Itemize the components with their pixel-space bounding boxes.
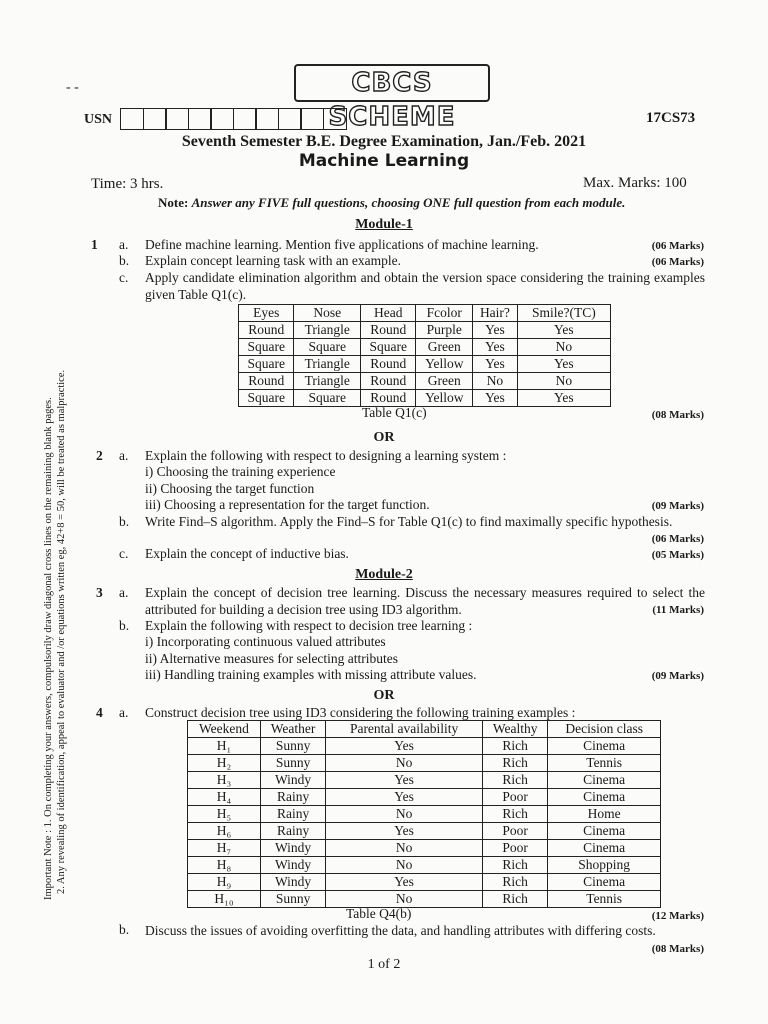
- q1b-label: b.: [119, 253, 130, 268]
- module-1-heading: Module-1: [355, 217, 413, 232]
- q3a-label: a.: [119, 585, 129, 600]
- table-q4b-header-cell: Weather: [260, 721, 325, 738]
- table-q4b-header-cell: Decision class: [548, 721, 661, 738]
- table-q1c-cell: Square: [294, 339, 361, 356]
- table-q4b-cell: Poor: [482, 840, 547, 857]
- table-q1c-caption: Table Q1(c): [362, 405, 427, 420]
- table-q4b-cell: Poor: [482, 789, 547, 806]
- q1c-label: c.: [119, 270, 129, 285]
- table-row: [188, 789, 661, 806]
- table-q1c-header-cell: Nose: [294, 305, 361, 322]
- table-q1c-cell: Square: [239, 339, 294, 356]
- table-q4b-cell: Windy: [260, 857, 325, 874]
- q1b-text: Explain concept learning task with an example.: [145, 253, 402, 268]
- table-q1c: [238, 304, 611, 407]
- q2b-text: Write Find–S algorithm. Apply the Find–S for Table Q1(c) to find maximally specific hypothesis.: [145, 514, 673, 529]
- q3a-text: Explain the concept of decision tree learning. Discuss the necessary measures required to select the attributed for building a decision tree using ID3 algorithm.: [145, 585, 705, 617]
- time-allowed: Time: 3 hrs.: [91, 176, 164, 192]
- table-row: [188, 857, 661, 874]
- table-q1c-header-cell: Fcolor: [416, 305, 473, 322]
- q2c-text: Explain the concept of inductive bias.: [145, 546, 349, 561]
- table-q1c-cell: Yes: [473, 356, 518, 373]
- table-q1c-cell: Round: [361, 373, 416, 390]
- q2b-label: b.: [119, 514, 130, 529]
- table-q1c-cell: Yellow: [416, 390, 473, 407]
- question-number-3: 3: [96, 585, 103, 600]
- table-row: [239, 390, 611, 407]
- subject-title: Machine Learning: [298, 151, 470, 171]
- usn-digit-box[interactable]: [143, 108, 167, 130]
- q2b-marks: (06 Marks): [651, 533, 704, 545]
- q2c-label: c.: [119, 546, 129, 561]
- table-q4b-header: [188, 721, 661, 738]
- usn-digit-box[interactable]: [188, 108, 212, 130]
- table-q1c-cell: Square: [239, 390, 294, 407]
- table-q4b-cell: Yes: [326, 738, 483, 755]
- side-note-line-2: 2. Any revealing of identification, appeal to evaluator and /or equations written eg, 42+8 = 50, will be treated as malpractice.: [56, 369, 67, 894]
- table-q4b-cell: Rich: [482, 891, 547, 908]
- q4b-label: b.: [119, 922, 130, 937]
- question-number-4: 4: [96, 705, 103, 720]
- table-q4b-cell: Rich: [482, 755, 547, 772]
- table-q4b-cell: H₂: [188, 755, 261, 772]
- table-q1c-cell: Triangle: [294, 322, 361, 339]
- scheme-logo: CBCS SCHEME: [294, 64, 490, 102]
- table-q1c-header-cell: Hair?: [473, 305, 518, 322]
- usn-digit-box[interactable]: [120, 108, 144, 130]
- table-q1c-header-cell: Eyes: [239, 305, 294, 322]
- table-q4b-cell: No: [326, 840, 483, 857]
- note-prefix: Note:: [158, 195, 189, 210]
- table-q4b-cell: Tennis: [548, 891, 661, 908]
- table-q1c-cell: Round: [361, 390, 416, 407]
- usn-label: USN: [84, 112, 113, 127]
- subject-code: 17CS73: [646, 110, 696, 126]
- table-q1c-cell: Square: [294, 390, 361, 407]
- table-q1c-cell: No: [517, 339, 610, 356]
- table-q4b-cell: Poor: [482, 823, 547, 840]
- table-q1c-cell: Yes: [517, 322, 610, 339]
- table-q4b-cell: H₅: [188, 806, 261, 823]
- table-q1c-cell: Purple: [416, 322, 473, 339]
- table-q4b-cell: No: [326, 857, 483, 874]
- table-row: [188, 891, 661, 908]
- q3b-item-2: ii) Alternative measures for selecting attributes: [145, 651, 399, 666]
- table-q1c-cell: Round: [239, 322, 294, 339]
- table-q4b-cell: Rich: [482, 806, 547, 823]
- table-row: [188, 806, 661, 823]
- q2a-text: Explain the following with respect to designing a learning system :: [145, 448, 507, 463]
- q3b-item-1: i) Incorporating continuous valued attributes: [145, 634, 386, 649]
- usn-digit-box[interactable]: [300, 108, 324, 130]
- table-row: [188, 840, 661, 857]
- table-row: [239, 356, 611, 373]
- q4a-marks: (12 Marks): [651, 910, 704, 922]
- q1a-text: Define machine learning. Mention five applications of machine learning.: [145, 237, 539, 252]
- table-q1c-cell: Yes: [517, 356, 610, 373]
- table-q1c-cell: Green: [416, 373, 473, 390]
- table-q4b-cell: Cinema: [548, 789, 661, 806]
- exam-note: [158, 195, 625, 211]
- q3b-item-3: iii) Handling training examples with missing attribute values.: [145, 667, 477, 682]
- usn-digit-box[interactable]: [278, 108, 302, 130]
- table-q4b-cell: Tennis: [548, 755, 661, 772]
- usn-boxes[interactable]: [120, 108, 345, 130]
- table-q4b-cell: Yes: [326, 874, 483, 891]
- table-q4b-cell: Sunny: [260, 738, 325, 755]
- table-q4b-cell: Windy: [260, 840, 325, 857]
- question-number-1: 1: [91, 237, 98, 252]
- table-q4b-cell: Windy: [260, 772, 325, 789]
- table-q4b-caption: Table Q4(b): [346, 906, 412, 921]
- table-q4b-cell: Yes: [326, 789, 483, 806]
- table-q1c-cell: Yes: [517, 390, 610, 407]
- table-q4b-cell: Rainy: [260, 789, 325, 806]
- q2a-item-2: ii) Choosing the target function: [145, 481, 315, 496]
- q1a-marks: (06 Marks): [651, 240, 704, 252]
- table-q1c-cell: Green: [416, 339, 473, 356]
- table-q1c-cell: No: [473, 373, 518, 390]
- table-q4b-cell: Cinema: [548, 738, 661, 755]
- table-q1c-cell: No: [517, 373, 610, 390]
- table-row: [188, 874, 661, 891]
- max-marks: Max. Marks: 100: [583, 175, 687, 191]
- usn-digit-box[interactable]: [210, 108, 234, 130]
- table-q4b-cell: No: [326, 755, 483, 772]
- module-2-heading: Module-2: [355, 567, 413, 582]
- table-q1c-cell: Round: [361, 356, 416, 373]
- table-q4b-header-cell: Weekend: [188, 721, 261, 738]
- table-q1c-cell: Round: [239, 373, 294, 390]
- usn-digit-box[interactable]: [255, 108, 279, 130]
- table-q4b-cell: No: [326, 806, 483, 823]
- side-note-line-1: Important Note : 1. On completing your answers, compulsorily draw diagonal cross lines on the remaining blank pages.: [43, 397, 54, 900]
- table-q4b-cell: Cinema: [548, 823, 661, 840]
- table-q4b-cell: H₉: [188, 874, 261, 891]
- table-q4b-cell: H₇: [188, 840, 261, 857]
- table-q4b-cell: H₄: [188, 789, 261, 806]
- table-q4b-header-cell: Parental availability: [326, 721, 483, 738]
- table-q1c-cell: Triangle: [294, 373, 361, 390]
- q1c-text: Apply candidate elimination algorithm and obtain the version space considering the training examples given Table Q1(c).: [145, 270, 705, 302]
- q4a-text: Construct decision tree using ID3 considering the following training examples :: [145, 705, 576, 720]
- table-q1c-cell: Yes: [473, 390, 518, 407]
- q2c-marks: (05 Marks): [651, 549, 704, 561]
- table-q1c-cell: Yellow: [416, 356, 473, 373]
- table-q4b-cell: Rich: [482, 857, 547, 874]
- table-q4b-cell: H₈: [188, 857, 261, 874]
- table-q4b: [187, 720, 661, 908]
- table-q4b-cell: No: [326, 891, 483, 908]
- exam-title: Seventh Semester B.E. Degree Examination, Jan./Feb. 2021: [181, 133, 587, 150]
- table-q1c-header: [239, 305, 611, 322]
- side-important-note: [42, 40, 68, 900]
- table-q1c-cell: Yes: [473, 339, 518, 356]
- page-number: 1 of 2: [367, 957, 401, 972]
- margin-dash: - -: [66, 80, 79, 95]
- usn-digit-box[interactable]: [323, 108, 347, 130]
- table-q1c-header-cell: Head: [361, 305, 416, 322]
- q2a-item-3: iii) Choosing a representation for the target function.: [145, 497, 430, 512]
- table-row: [188, 772, 661, 789]
- q4b-marks: (08 Marks): [651, 943, 704, 955]
- table-q1c-cell: Yes: [473, 322, 518, 339]
- table-q4b-cell: Yes: [326, 823, 483, 840]
- table-q4b-cell: Rich: [482, 874, 547, 891]
- table-q4b-cell: Shopping: [548, 857, 661, 874]
- table-row: [239, 339, 611, 356]
- table-q4b-cell: Sunny: [260, 755, 325, 772]
- or-divider-1: OR: [373, 430, 395, 445]
- note-text: Answer any FIVE full questions, choosing ONE full question from each module.: [191, 195, 626, 210]
- table-row: [239, 373, 611, 390]
- table-q4b-cell: H₁: [188, 738, 261, 755]
- q4a-label: a.: [119, 705, 129, 720]
- q1a-label: a.: [119, 237, 129, 252]
- table-row: [188, 738, 661, 755]
- table-q4b-cell: Yes: [326, 772, 483, 789]
- q2a-marks: (09 Marks): [651, 500, 704, 512]
- table-q1c-cell: Triangle: [294, 356, 361, 373]
- table-q4b-header-cell: Wealthy: [482, 721, 547, 738]
- table-q4b-cell: Cinema: [548, 874, 661, 891]
- q2a-label: a.: [119, 448, 129, 463]
- table-q1c-cell: Square: [239, 356, 294, 373]
- table-q1c-cell: Square: [361, 339, 416, 356]
- or-divider-2: OR: [373, 688, 395, 703]
- table-q1c-cell: Round: [361, 322, 416, 339]
- table-row: [188, 823, 661, 840]
- q4b-text: Discuss the issues of avoiding overfitting the data, and handling attributes with differing costs.: [145, 923, 656, 938]
- table-row: [188, 755, 661, 772]
- q2a-item-1: i) Choosing the training experience: [145, 464, 336, 479]
- table-q4b-cell: H₃: [188, 772, 261, 789]
- usn-digit-box[interactable]: [165, 108, 189, 130]
- q3a-marks: (11 Marks): [652, 604, 704, 616]
- q3b-text: Explain the following with respect to decision tree learning :: [145, 618, 473, 633]
- table-q4b-cell: Rich: [482, 772, 547, 789]
- table-q4b-cell: Home: [548, 806, 661, 823]
- q3b-label: b.: [119, 618, 130, 633]
- table-q4b-cell: Rainy: [260, 806, 325, 823]
- question-number-2: 2: [96, 448, 103, 463]
- table-q4b-cell: Rainy: [260, 823, 325, 840]
- table-q4b-cell: Rich: [482, 738, 547, 755]
- table-q4b-cell: H₁₀: [188, 891, 261, 908]
- table-q4b-cell: Cinema: [548, 772, 661, 789]
- table-q4b-cell: H₆: [188, 823, 261, 840]
- table-row: [239, 322, 611, 339]
- q1c-marks: (08 Marks): [651, 409, 704, 421]
- table-q1c-header-cell: Smile?(TC): [517, 305, 610, 322]
- table-q4b-cell: Sunny: [260, 891, 325, 908]
- table-q4b-cell: Cinema: [548, 840, 661, 857]
- q1b-marks: (06 Marks): [651, 256, 704, 268]
- q3b-marks: (09 Marks): [651, 670, 704, 682]
- table-q4b-cell: Windy: [260, 874, 325, 891]
- usn-digit-box[interactable]: [233, 108, 257, 130]
